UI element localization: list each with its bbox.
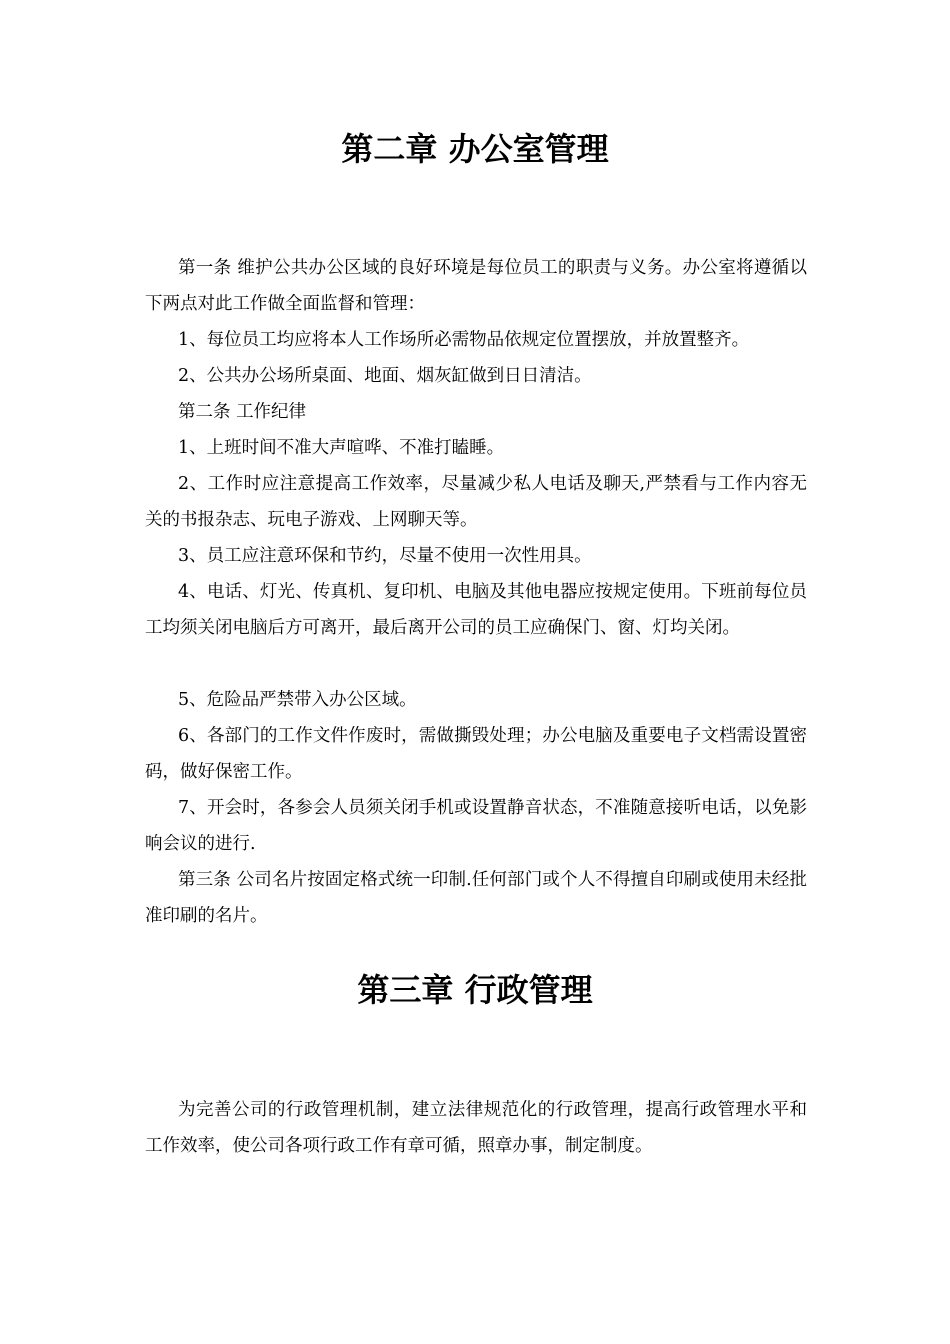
list-item: 7、开会时，各参会人员须关闭手机或设置静音状态，不准随意接听电话，以免影响会议的进行. xyxy=(145,798,807,854)
list-item: 3、员工应注意环保和节约，尽量不使用一次性用具。 xyxy=(178,546,592,566)
list-item: 6、各部门的工作文件作废时，需做撕毁处理；办公电脑及重要电子文档需设置密码，做好保密工作。 xyxy=(145,726,807,782)
list-item: 1、上班时间不准大声喧哗、不准打瞌睡。 xyxy=(178,438,505,458)
list-item: 1、每位员工均应将本人工作场所必需物品依规定位置摆放，并放置整齐。 xyxy=(178,330,750,350)
article-3-paragraph: 第三条 公司名片按固定格式统一印制.任何部门或个人不得擅自印刷或使用未经批准印刷的名片。 xyxy=(145,870,807,926)
chapter-3-title: 第三章 行政管理 xyxy=(357,971,593,1009)
list-item: 2、工作时应注意提高工作效率，尽量减少私人电话及聊天,严禁看与工作内容无关的书报杂志、玩电子游戏、上网聊天等。 xyxy=(145,474,807,530)
list-item: 2、公共办公场所桌面、地面、烟灰缸做到日日清洁。 xyxy=(178,366,592,386)
chapter-3-intro-paragraph: 为完善公司的行政管理机制，建立法律规范化的行政管理，提高行政管理水平和工作效率，使公司各项行政工作有章可循，照章办事，制定制度。 xyxy=(145,1100,807,1156)
list-item: 5、危险品严禁带入办公区域。 xyxy=(178,690,417,710)
article-1-paragraph: 第一条 维护公共办公区域的良好环境是每位员工的职责与义务。办公室将遵循以下两点对此工作做全面监督和管理： xyxy=(145,258,807,314)
list-item: 4、电话、灯光、传真机、复印机、电脑及其他电器应按规定使用。下班前每位员工均须关闭电脑后方可离开，最后离开公司的员工应确保门、窗、灯均关闭。 xyxy=(145,582,807,638)
chapter-2-title: 第二章 办公室管理 xyxy=(341,130,609,168)
article-2-heading: 第二条 工作纪律 xyxy=(178,402,307,422)
